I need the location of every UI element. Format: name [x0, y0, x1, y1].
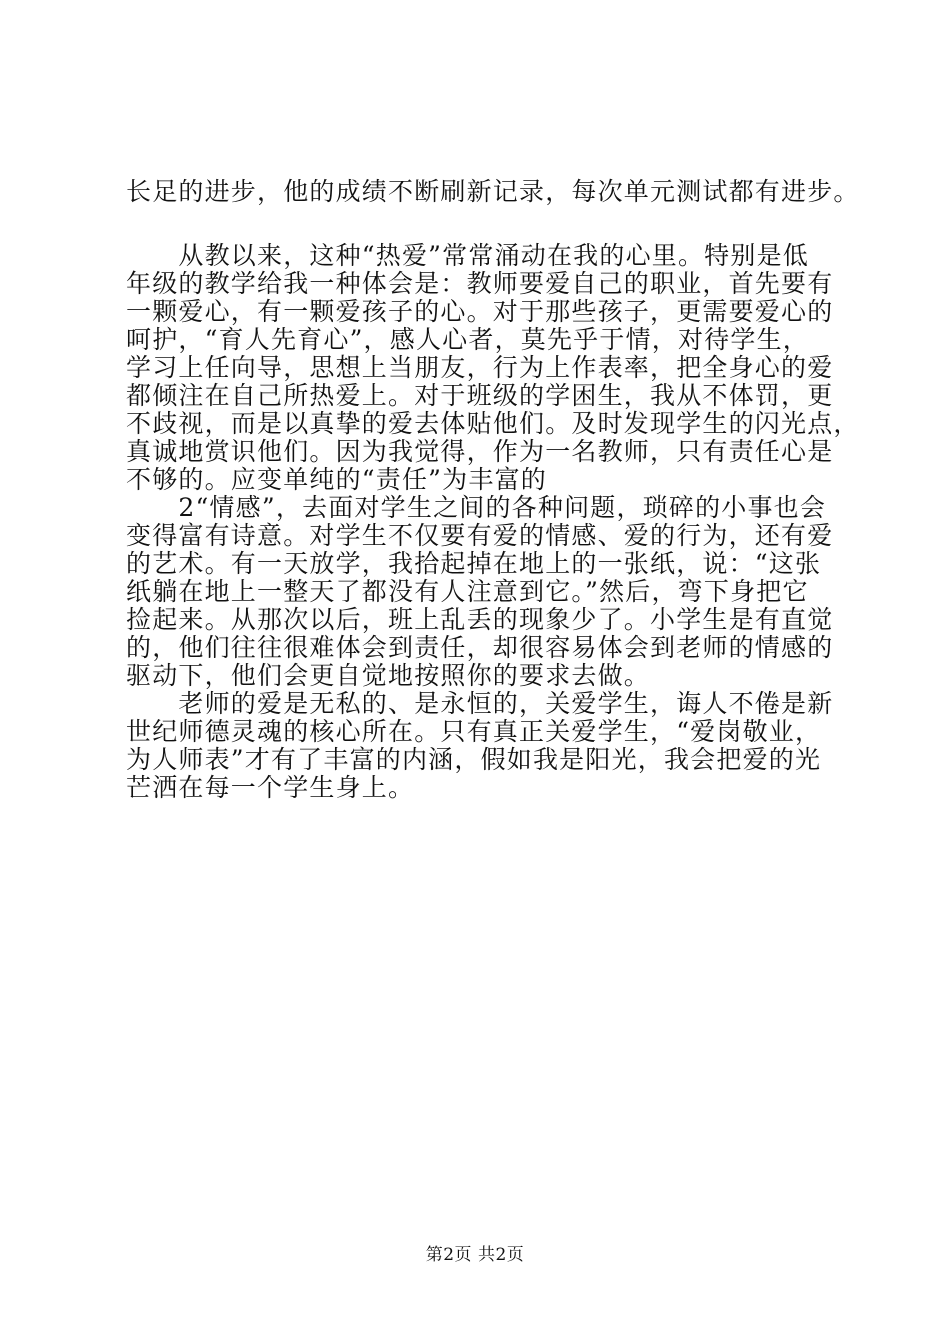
- text-line: 的艺术。有一天放学，我拾起掉在地上的一张纸，说：“这张: [126, 549, 822, 578]
- text-line: 年级的教学给我一种体会是：教师要爱自己的职业，首先要有: [126, 269, 834, 298]
- text-line: 真诚地赏识他们。因为我觉得，作为一名教师，只有责任心是: [126, 437, 834, 466]
- text-line: 长足的进步，他的成绩不断刷新记录，每次单元测试都有进步。: [126, 177, 860, 206]
- text-line: 世纪师德灵魂的核心所在。只有真正关爱学生，“爱岗敬业，: [126, 717, 822, 746]
- text-line: 纸躺在地上一整天了都没有人注意到它。”然后，弯下身把它: [126, 577, 809, 606]
- text-line: 的，他们往往很难体会到责任，却很容易体会到老师的情感的: [126, 633, 834, 662]
- text-line: 变得富有诗意。对学生不仅要有爱的情感、爱的行为，还有爱: [126, 521, 834, 550]
- text-line: 不够的。应变单纯的“责任”为丰富的: [126, 465, 547, 494]
- text-line: 一颗爱心，有一颗爱孩子的心。对于那些孩子，更需要爱心的: [126, 297, 834, 326]
- text-line: 捡起来。从那次以后，班上乱丢的现象少了。小学生是有直觉: [126, 605, 834, 634]
- text-line: 从教以来，这种“热爱”常常涌动在我的心里。特别是低: [126, 241, 809, 270]
- text-line: 都倾注在自己所热爱上。对于班级的学困生，我从不体罚，更: [126, 381, 834, 410]
- page-number-footer: 第2页 共2页: [425, 1245, 525, 1265]
- text-line: 老师的爱是无私的、是永恒的，关爱学生，诲人不倦是新: [126, 689, 834, 718]
- text-line: 不歧视，而是以真挚的爱去体贴他们。及时发现学生的闪光点，: [126, 409, 860, 438]
- text-line: 芒洒在每一个学生身上。: [126, 773, 415, 802]
- text-line: 为人师表”才有了丰富的内涵，假如我是阳光，我会把爱的光: [126, 745, 822, 774]
- text-line: 学习上任向导，思想上当朋友，行为上作表率，把全身心的爱: [126, 353, 834, 382]
- text-line: 2“情感”，去面对学生之间的各种问题，琐碎的小事也会: [126, 493, 827, 522]
- text-line: 驱动下，他们会更自觉地按照你的要求去做。: [126, 661, 651, 690]
- text-line: 呵护，“育人先育心”，感人心者，莫先乎于情，对待学生，: [126, 325, 809, 354]
